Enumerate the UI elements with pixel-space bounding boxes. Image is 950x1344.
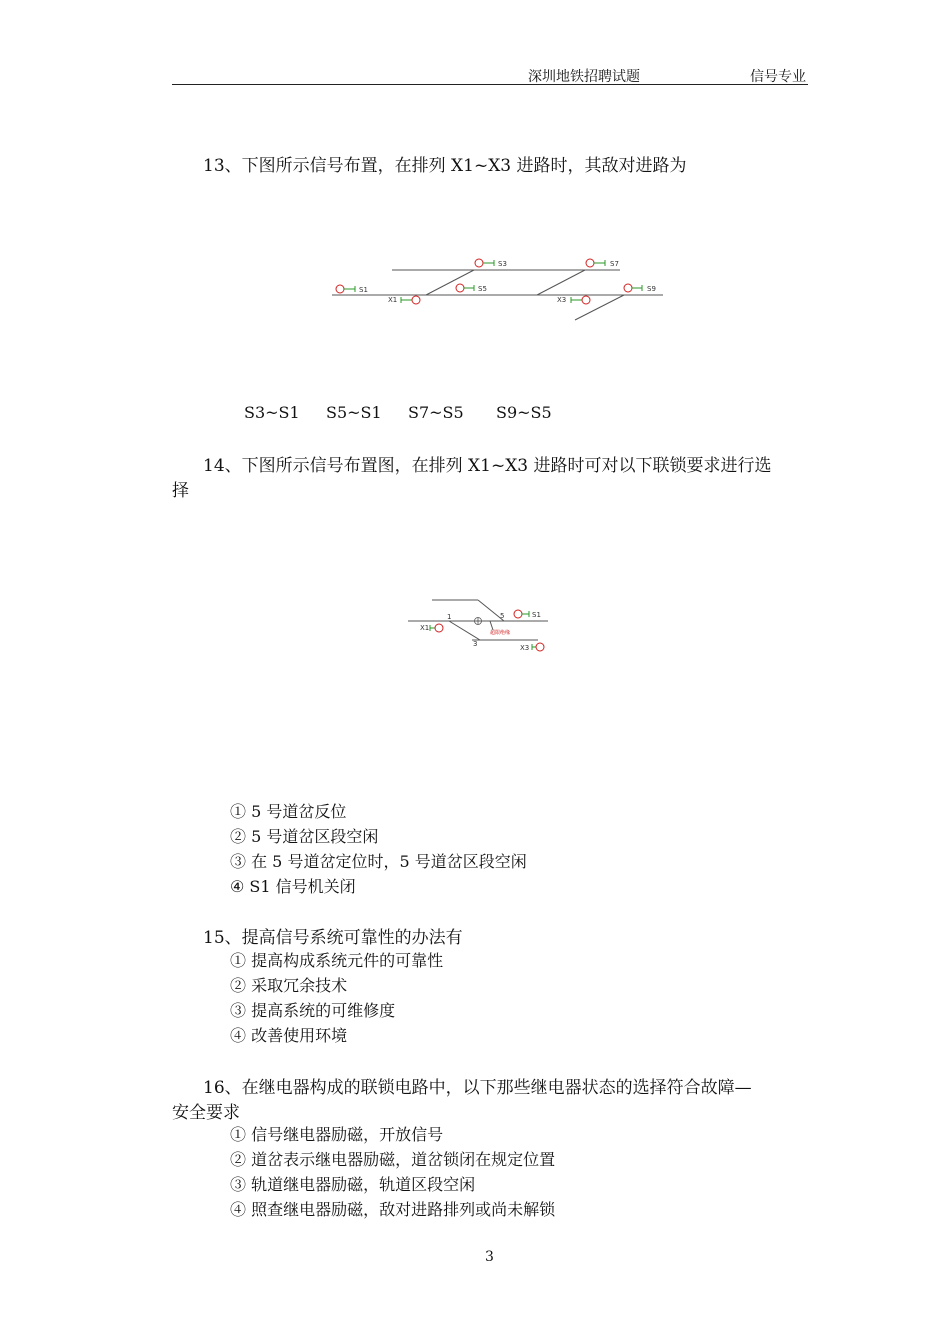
q14-option-3: ③ 在 5 号道岔定位时，5 号道岔区段空闲 bbox=[230, 852, 527, 871]
q16-option-3: ③ 轨道继电器励磁，轨道区段空闲 bbox=[230, 1175, 476, 1194]
q13-option-c: S7~S5 bbox=[408, 403, 464, 422]
signal-label-s3: S3 bbox=[498, 260, 507, 268]
signal-x1 bbox=[420, 624, 443, 632]
signal-label-s9: S9 bbox=[647, 285, 656, 293]
q14-option-4: ④ S1 信号机关闭 bbox=[230, 877, 356, 896]
q15-stem: 15、提高信号系统可靠性的办法有 bbox=[203, 928, 463, 948]
switch-label-5: 5 bbox=[500, 612, 505, 620]
header-major: 信号专业 bbox=[750, 69, 806, 85]
q14-option-2: ② 5 号道岔区段空闲 bbox=[230, 827, 379, 846]
q16-option-1: ① 信号继电器励磁，开放信号 bbox=[230, 1125, 444, 1144]
q15-option-1: ① 提高构成系统元件的可靠性 bbox=[230, 951, 444, 970]
header-title: 深圳地铁招聘试题 bbox=[528, 69, 640, 85]
q13-option-b: S5~S1 bbox=[326, 403, 382, 422]
signal-s1 bbox=[514, 610, 541, 619]
q15-option-2: ② 采取冗余技术 bbox=[230, 976, 348, 995]
switch-label-3: 3 bbox=[473, 640, 478, 648]
q13-stem: 13、下图所示信号布置，在排列 X1~X3 进路时，其敌对进路为 bbox=[203, 156, 687, 176]
insulation-pointer bbox=[490, 621, 493, 630]
q15-option-3: ③ 提高系统的可维修度 bbox=[230, 1001, 396, 1020]
q16-option-2: ② 道岔表示继电器励磁，道岔锁闭在规定位置 bbox=[230, 1150, 556, 1169]
q15-option-4: ④ 改善使用环境 bbox=[230, 1026, 348, 1045]
signal-label-s1: S1 bbox=[359, 286, 368, 294]
q13-option-a: S3~S1 bbox=[244, 403, 300, 422]
q14-stem-line2: 择 bbox=[172, 481, 189, 501]
signal-label-s7: S7 bbox=[610, 260, 619, 268]
q16-option-4: ④ 照查继电器励磁，敌对进路排列或尚未解锁 bbox=[230, 1200, 556, 1219]
insulation-note: 超限绝缘 bbox=[490, 630, 511, 636]
signal-x3 bbox=[520, 643, 544, 652]
signal-label-x3: X3 bbox=[557, 296, 567, 304]
signal-label-s5: S5 bbox=[478, 285, 487, 293]
signal-label-x1: X1 bbox=[388, 296, 398, 304]
q13-option-d: S9~S5 bbox=[496, 403, 552, 422]
signal-label-x1: X1 bbox=[420, 624, 430, 632]
q16-stem-line1: 16、在继电器构成的联锁电路中，以下那些继电器状态的选择符合故障— bbox=[203, 1078, 752, 1098]
signal-label-x3: X3 bbox=[520, 644, 530, 652]
q16-stem-line2: 安全要求 bbox=[172, 1103, 240, 1123]
q14-stem-line1: 14、下图所示信号布置图，在排列 X1~X3 进路时可对以下联锁要求进行选 bbox=[203, 456, 772, 476]
switch-label-1: 1 bbox=[447, 613, 452, 621]
q14-option-1: ① 5 号道岔反位 bbox=[230, 802, 347, 821]
page-number: 3 bbox=[485, 1249, 494, 1265]
signal-label-s1: S1 bbox=[532, 611, 541, 619]
